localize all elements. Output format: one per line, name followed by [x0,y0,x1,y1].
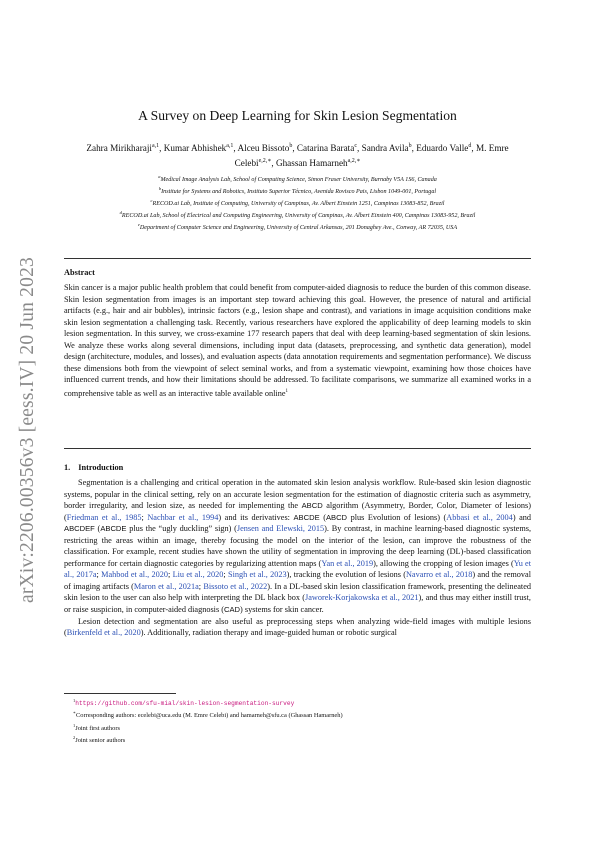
section-title: Introduction [78,463,124,472]
affiliation-line [40,197,555,209]
author-affiliation-mark: c [354,143,357,149]
author-affiliation-mark: a,2,∗ [347,158,361,165]
affiliation-line [40,221,555,233]
author-name: Sandra Avila [361,143,409,154]
top-divider [64,258,531,259]
footnote-mark: ∗ [73,710,76,716]
footnote-text: Joint first authors [75,724,120,732]
footnote-divider [64,693,176,694]
author-affiliation-mark: a,1 [226,143,234,149]
citation-link[interactable]: Abbasi et al., 2004 [446,512,513,522]
affiliation-list [40,173,555,233]
footnote-mark: 2 [73,734,76,740]
author-affiliation-mark: a,1 [151,143,160,149]
footnote-text: Corresponding authors: ecelebi@uca.edu (M. Emre Celebi) and hamarneh@sfu.ca (Ghassan Hamarneh) [75,712,343,720]
footnote [73,733,533,745]
abstract-text [64,282,531,399]
affiliation-mark: d [119,209,122,215]
author-name: Eduardo Valle [416,143,469,154]
author-name: Kumar Abhishek [163,143,227,154]
citation-link[interactable]: Mahbod et al., 2020 [101,570,168,580]
paper-title: A Survey on Deep Learning for Skin Lesion Segmentation [138,108,457,123]
acronym: ABCDE [100,524,127,534]
footnote-text: Joint senior authors [75,737,126,745]
affiliation-line [40,209,555,221]
affiliation-line [40,185,555,197]
author-affiliation-mark: e,2,∗ [258,158,272,165]
affiliation-text: RECOD.ai Lab, School of Electrical and Computing Engineering, University of Campinas, Av. Albert Einstein 400, Campinas 13083-952, Brazil [121,212,476,219]
author-name: Ghassan Hamarneh [275,158,348,169]
affiliation-mark: a [158,174,161,179]
footnote [73,721,533,733]
citation-link[interactable]: Yu et al., 2017a [64,558,531,580]
arxiv-stamp-text: arXiv:2206.00356v3 [eess.IV] 20 Jun 2023 [17,257,38,603]
intro-paragraph-1: Segmentation is a challenging and critical operation in the automated skin lesion analysis workflow. Rule-based skin lesion diagnostic systems, popular in the clinical setting, rely on an accurate lesion segmentation for the estimation of diagnostic criteria such as asymmetry, border irregularity, and lesion size, as needed for implementing the ABCD algorithm (Asymmetry, Border, Color, Diameter of lesions) (Friedman et al., 1985; Nachbar et al., 1994) and its derivatives: ABCDE (ABCD plus Evolution of lesions) (Abbasi et al., 2004) and ABCDEF (ABCDE plus the “ugly duckling” sign) (Jensen and Elewski, 2015). By contrast, in machine learning-based diagnostic systems, restricting the areas within an image, thereby focusing the model on the interior of the lesion, can improve the robustness of the classification. For example, recent studies have shown the utility of segmentation in improving the deep learning (DL)-based classification performance for certain diagnostic categories by regularizing attention maps (Yan et al., 2019), allowing the cropping of lesion images (Yu et al., 2017a; Mahbod et al., 2020; Liu et al., 2020; Singh et al., 2023), tracking the evolution of lesions (Navarro et al., 2018) and the removal of imaging artifacts (Maron et al., 2021a; Bissoto et al., 2022). In a DL-based skin lesion classification framework, presenting the delineated skin lesion to the user can also help with interpreting the DL black box (Jaworek-Korjakowska et al., 2021), and thus may either instill trust, or raise suspicion, in computer-aided diagnosis (CAD) systems for skin cancer. [64,478,532,615]
citation-link[interactable]: Navarro et al., 2018 [405,570,473,580]
citation-link[interactable]: Birkenfeld et al., 2020 [66,628,141,638]
intro-paragraph-2: Lesion detection and segmentation are also useful as preprocessing steps when analyzing wide-field images with multiple lesions (Birkenfeld et al., 2020). Additionally, radiation therapy and image-guided human or robotic surgical [64,616,531,638]
section-number: 1. [64,463,71,472]
author-line-2: Celebi$^{e,2,∗}$, Ghassan Hamarneh$^{a,2,∗}$ [234,158,361,169]
author-affiliation-mark: b [408,143,412,149]
citation-link[interactable]: Yan et al., 2019 [321,558,374,568]
author-name: Zahra Mirikharaji [86,143,152,154]
introduction-body [64,477,531,639]
acronym: ABCDEF [64,524,95,534]
citation-link[interactable]: Maron et al., 2021a [133,581,199,591]
affiliation-mark: b [158,185,162,191]
author-affiliation-mark: b [289,143,293,149]
citation-link[interactable]: Nachbar et al., 1994 [147,512,219,522]
author-name: Catarina Barata [296,143,355,154]
acronym: ABCDE [293,512,320,522]
author-list [64,140,531,170]
footnote-url-link[interactable]: https://github.com/sfu-mial/skin-lesion-segmentation-survey [75,700,295,708]
affiliation-text: Medical Image Analysis Lab, School of Computing Science, Simon Fraser University, Burnaby V5A 1S6, Canada [160,177,437,184]
footnote-list [73,696,533,745]
acronym: ABCD [301,501,323,511]
arxiv-identifier-stamp [8,257,48,603]
citation-link[interactable]: Singh et al., 2023 [228,570,287,580]
citation-link[interactable]: Jaworek-Korjakowska et al., 2021 [305,593,419,603]
footnote-mark: 1 [73,722,76,728]
footnote [73,696,533,708]
affiliation-text: Institute for Systems and Robotics, Instituto Superior Técnico, Avenida Rovisco Pais, Lisbon 1049-001, Portugal [161,188,437,195]
citation-link[interactable]: Liu et al., 2020 [172,570,224,580]
affiliation-line [40,173,555,185]
affiliation-mark: c [150,197,153,203]
abstract-divider [64,448,531,449]
author-affiliation-mark: d [468,143,472,149]
citation-link[interactable]: Jensen and Elewski, 2015 [236,524,325,534]
section-heading-introduction [64,463,123,472]
affiliation-text: Department of Computer Science and Engineering, University of Central Arkansas, 201 Donaghey Ave., Conway, AR 72035, USA [139,224,458,231]
author-name: M. Emre [475,143,509,154]
footnote-mark: 1 [73,698,76,703]
acronym: ABCD [325,512,348,522]
affiliation-mark: e [137,221,140,227]
author-line-1: Zahra Mirikharaji$^{a,1}$, Kumar Abhishek$^{a,1}$, Alceu Bissoto$^b$, Catarina Barata$^c$, Sandra Avila$^b$, Eduardo Valle$^d$, M. Emre [86,143,509,154]
abstract-body-text: Skin cancer is a major public health problem that could benefit from computer-aided diagnosis to reduce the burden of this common disease. Skin lesion segmentation from images is an important step toward achieving this goal. However, the presence of natural and artificial artifacts (e.g., hair and air bubbles), intrinsic factors (e.g., lesion shape and contrast), and variations in image acquisition conditions make skin lesion segmentation a challenging task. Recently, various researchers have explored the applicability of deep learning models to skin lesion segmentation. In this survey, we cross-examine 177 research papers that deal with deep learning-based segmentation of skin lesions. We analyze these works along several dimensions, including input data (datasets, preprocessing, and synthetic data generation), model design (architecture, modules, and losses), and evaluation aspects (data annotation requirements and segmentation performance). We discuss these dimensions both from the viewpoint of select seminal works, and from a systematic viewpoint, examining how those choices have influenced current trends, and how their limitations should be addressed. To facilitate comparisons, we summarize all examined works in a comprehensive table as well as an interactive table available online [64,283,531,398]
citation-link[interactable]: Bissoto et al., 2022 [203,581,268,591]
author-name: Celebi [234,158,259,169]
abstract-footnote-mark: 1 [285,388,289,394]
author-name: Alceu Bissoto [237,143,290,154]
abstract-heading: Abstract [64,268,95,277]
acronym: CAD [224,605,241,615]
affiliation-text: RECOD.ai Lab, Institute of Computing, University of Campinas, Av. Albert Einstein 1251, Campinas 13083-852, Brazil [152,200,445,207]
footnote [73,708,533,720]
citation-link[interactable]: Friedman et al., 1985 [66,512,142,522]
